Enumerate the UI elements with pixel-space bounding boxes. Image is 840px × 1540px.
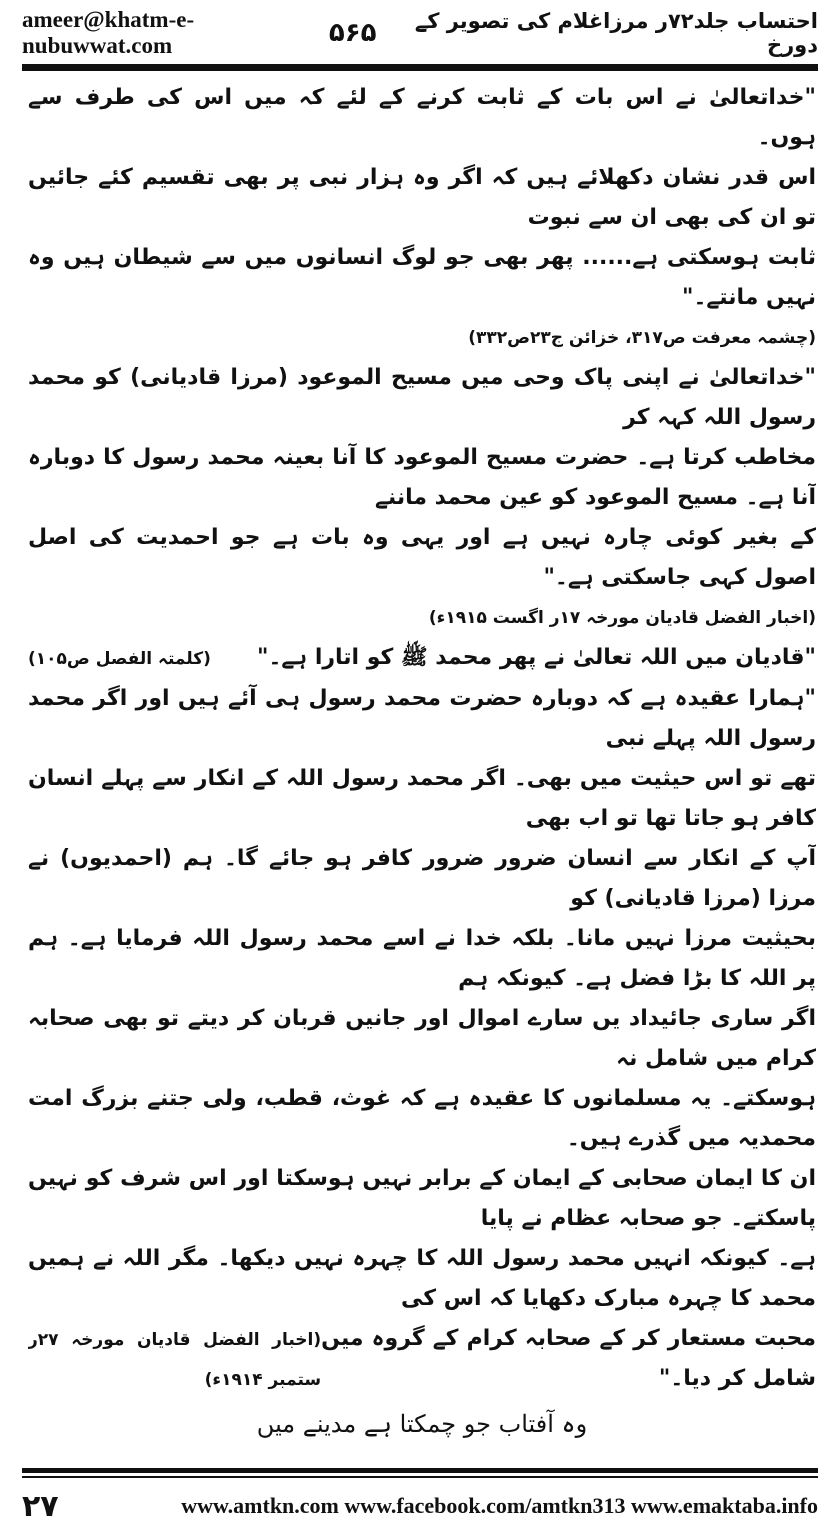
page-body — [28, 78, 816, 1440]
citation: (کلمتہ الفصل ص۱۰۵) — [28, 649, 211, 669]
header-rule — [22, 64, 818, 71]
running-title: احتساب جلد۷۲ر مرزاغلام کی تصویر کے دورخ — [414, 9, 818, 57]
poem-verse: وہ آفتاب جو چمکتا ہے مدینے میں — [256, 1410, 588, 1438]
quote-line: بحیثیت مرزا نہیں مانا۔ بلکہ خدا نے اسے محمد رسول اللہ فرمایا ہے۔ ہم پر اللہ کا بڑا فضل ہے۔ کیونکہ ہم — [28, 926, 816, 991]
quote-line: ہے۔ کیونکہ انہیں محمد رسول اللہ کا چہرہ نہیں دیکھا۔ مگر اللہ نے ہمیں محمد کا چہرہ مبارک دکھایا کہ اس کی — [28, 1246, 816, 1311]
quote-line: اگر ساری جائیداد یں سارے اموال اور جانیں قربان کر دیتے تو بھی صحابہ کرام میں شامل نہ — [28, 1006, 816, 1071]
quote-line: محبت مستعار کر کے صحابہ کرام کے گروہ میں شامل کر دیا۔" — [321, 1326, 816, 1391]
folio-number: ۲۷ — [22, 1488, 59, 1524]
header-left — [22, 7, 387, 59]
citation: (اخبار الفضل قادیان مورخہ ۲۷ر ستمبر ۱۹۱۴ء) — [28, 1330, 322, 1390]
quote-line: مخاطب کرتا ہے۔ حضرت مسیح الموعود کا آنا بعینہ محمد رسول کا دوبارہ آنا ہے۔ مسیح الموعود کو عین محمد ماننے — [28, 445, 816, 510]
quote-line: تھے تو اس حیثیت میں بھی۔ اگر محمد رسول اللہ کے انکار سے پہلے انسان کافر ہو جاتا تھا تو اب بھی — [28, 766, 816, 831]
page-footer — [22, 1482, 818, 1530]
quote-line: آپ کے انکار سے انسان ضرور ضرور کافر ہو جائے گا۔ ہم (احمدیوں) نے مرزا (مرزا قادیانی) کو — [28, 846, 816, 911]
quote-line: "خداتعالیٰ نے اس بات کے ثابت کرنے کے لئے کہ میں اس کی طرف سے ہوں۔ — [28, 85, 816, 150]
quote-line: کے بغیر کوئی چارہ نہیں ہے اور یہی وہ بات ہے جو احمدیت کی اصل اصول کہی جاسکتی ہے۔" — [28, 525, 816, 590]
citation: (چشمہ معرفت ص۳۱۷، خزائن ج۲۳ص۳۳۲) — [468, 328, 816, 348]
footer-rule — [22, 1468, 818, 1478]
quote-last-row — [28, 1319, 816, 1400]
quote-line: "خداتعالیٰ نے اپنی پاک وحی میں مسیح الموعود (مرزا قادیانی) کو محمد رسول اللہ کہہ کر — [28, 365, 816, 430]
quote-line: ثابت ہوسکتی ہے...... پھر بھی جو لوگ انسانوں میں سے شیطان ہیں وہ نہیں مانتے۔" — [28, 245, 816, 310]
citation: (اخبار الفضل قادیان مورخہ ۱۷ر اگست ۱۹۱۵ء) — [428, 608, 816, 628]
quote-line: "ہمارا عقیدہ ہے کہ دوبارہ حضرت محمد رسول ہی آئے ہیں اور اگر محمد رسول اللہ پہلے نبی — [28, 686, 816, 751]
footer-urls: www.amtkn.com www.facebook.com/amtkn313 www.emaktaba.info — [181, 1493, 818, 1518]
quote-line: "قادیان میں اللہ تعالیٰ نے پھر محمد ﷺ کو اتارا ہے۔" — [257, 645, 816, 670]
quote-line: اس قدر نشان دکھلائے ہیں کہ اگر وہ ہزار نبی پر بھی تقسیم کئے جائیں تو ان کی بھی ان سے نبوت — [28, 165, 816, 230]
quote-line: ہوسکتے۔ یہ مسلمانوں کا عقیدہ ہے کہ غوث، قطب، ولی جتنے بزرگ امت محمدیہ میں گذرے ہیں۔ — [28, 1086, 816, 1151]
page-number: ۵۶۵ — [328, 18, 377, 48]
inline-quote-row — [28, 638, 816, 679]
page-header — [22, 6, 818, 60]
header-email: ameer@khatm-e-nubuwwat.com — [22, 7, 195, 58]
quote-line: ان کا ایمان صحابی کے ایمان کے برابر نہیں ہوسکتا اور اس شرف کو نہیں پاسکتے۔ جو صحابہ عظام نے پایا — [28, 1166, 816, 1231]
